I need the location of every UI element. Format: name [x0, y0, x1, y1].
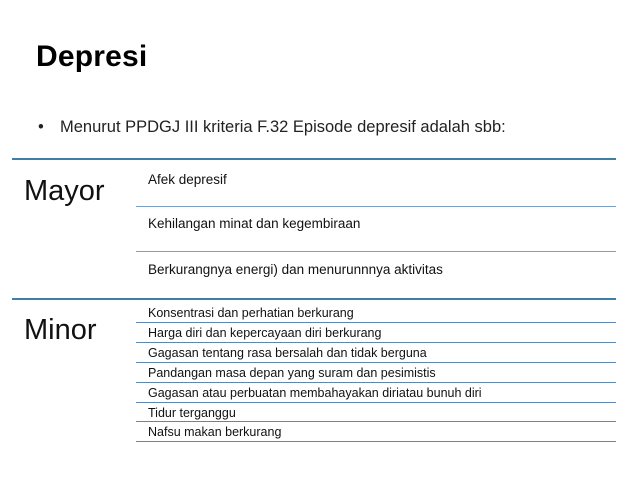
minor-label: Minor [24, 314, 97, 346]
minor-item-5: Gagasan atau perbuatan membahayakan diriatau bunuh diri [148, 386, 482, 400]
minor-divider-4 [136, 382, 616, 383]
minor-item-1: Konsentrasi dan perhatian berkurang [148, 306, 354, 320]
minor-item-2: Harga diri dan kepercayaan diri berkurang [148, 326, 382, 340]
minor-item-3: Gagasan tentang rasa bersalah dan tidak berguna [148, 346, 427, 360]
minor-top-rule [12, 298, 616, 300]
mayor-item-2: Kehilangan minat dan kegembiraan [148, 216, 361, 231]
minor-divider-7 [136, 441, 616, 442]
mayor-divider-1 [136, 206, 616, 207]
mayor-item-1: Afek depresif [148, 172, 227, 187]
bullet-icon: • [38, 118, 44, 136]
minor-divider-3 [136, 362, 616, 363]
minor-item-4: Pandangan masa depan yang suram dan pesimistis [148, 366, 436, 380]
intro-bullet [38, 118, 506, 137]
minor-divider-5 [136, 402, 616, 403]
minor-item-6: Tidur terganggu [148, 406, 236, 420]
minor-divider-2 [136, 342, 616, 343]
intro-text: Menurut PPDGJ III kriteria F.32 Episode depresif adalah sbb: [60, 118, 506, 136]
minor-divider-6 [136, 421, 616, 422]
mayor-top-rule [12, 158, 616, 160]
mayor-label: Mayor [24, 175, 105, 207]
minor-item-7: Nafsu makan berkurang [148, 425, 282, 439]
minor-divider-1 [136, 322, 616, 323]
mayor-item-3: Berkurangnya energi) dan menurunnnya aktivitas [148, 262, 443, 277]
slide-title: Depresi [36, 40, 148, 73]
mayor-divider-2 [136, 251, 616, 252]
